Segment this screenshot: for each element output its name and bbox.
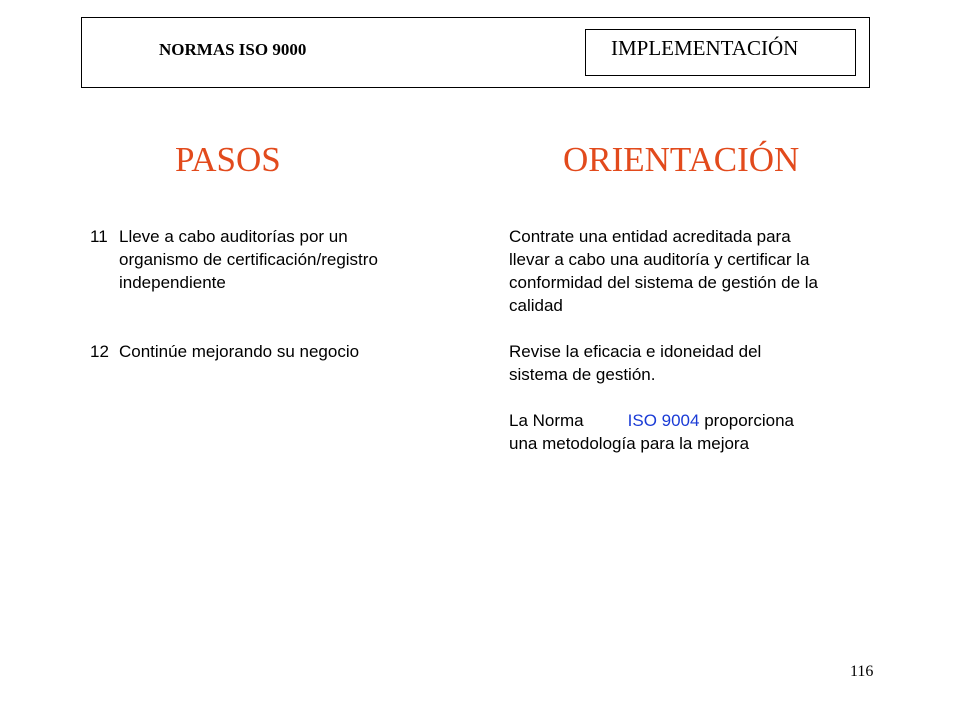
norma-prefix: La Norma	[509, 411, 584, 430]
norma-suffix: proporciona	[704, 411, 794, 430]
pasos-heading: PASOS	[175, 140, 281, 179]
iso-9004-link[interactable]: ISO 9004	[627, 411, 700, 430]
orientation-line: Contrate una entidad acreditada para	[509, 227, 791, 246]
orientation-line	[509, 409, 794, 432]
orientation-item	[509, 225, 818, 317]
orientation-item	[509, 340, 761, 386]
orientation-line: conformidad del sistema de gestión de la	[509, 273, 819, 292]
step-item	[90, 225, 378, 294]
step-line: organismo de certificación/registro	[119, 250, 378, 269]
step-line: Continúe mejorando su negocio	[119, 342, 360, 361]
step-text	[119, 225, 378, 294]
step-number: 11	[90, 227, 108, 246]
section-label: IMPLEMENTACIÓN	[611, 36, 799, 60]
header-title: NORMAS ISO 9000	[159, 40, 307, 59]
orientation-line: Revise la eficacia e idoneidad del	[509, 342, 762, 361]
orientation-line: llevar a cabo una auditoría y certificar la	[509, 250, 810, 269]
orientation-line: una metodología para la mejora	[509, 434, 750, 453]
step-line: Lleve a cabo auditorías por un	[119, 227, 348, 246]
orientation-item	[509, 409, 794, 455]
step-item	[90, 340, 359, 363]
step-text	[119, 340, 359, 363]
page-number: 116	[850, 663, 874, 680]
orientacion-heading: ORIENTACIÓN	[563, 140, 800, 179]
step-line: independiente	[119, 273, 226, 292]
step-number: 12	[90, 342, 109, 361]
orientation-line: sistema de gestión.	[509, 365, 656, 384]
orientation-line: calidad	[509, 296, 563, 315]
